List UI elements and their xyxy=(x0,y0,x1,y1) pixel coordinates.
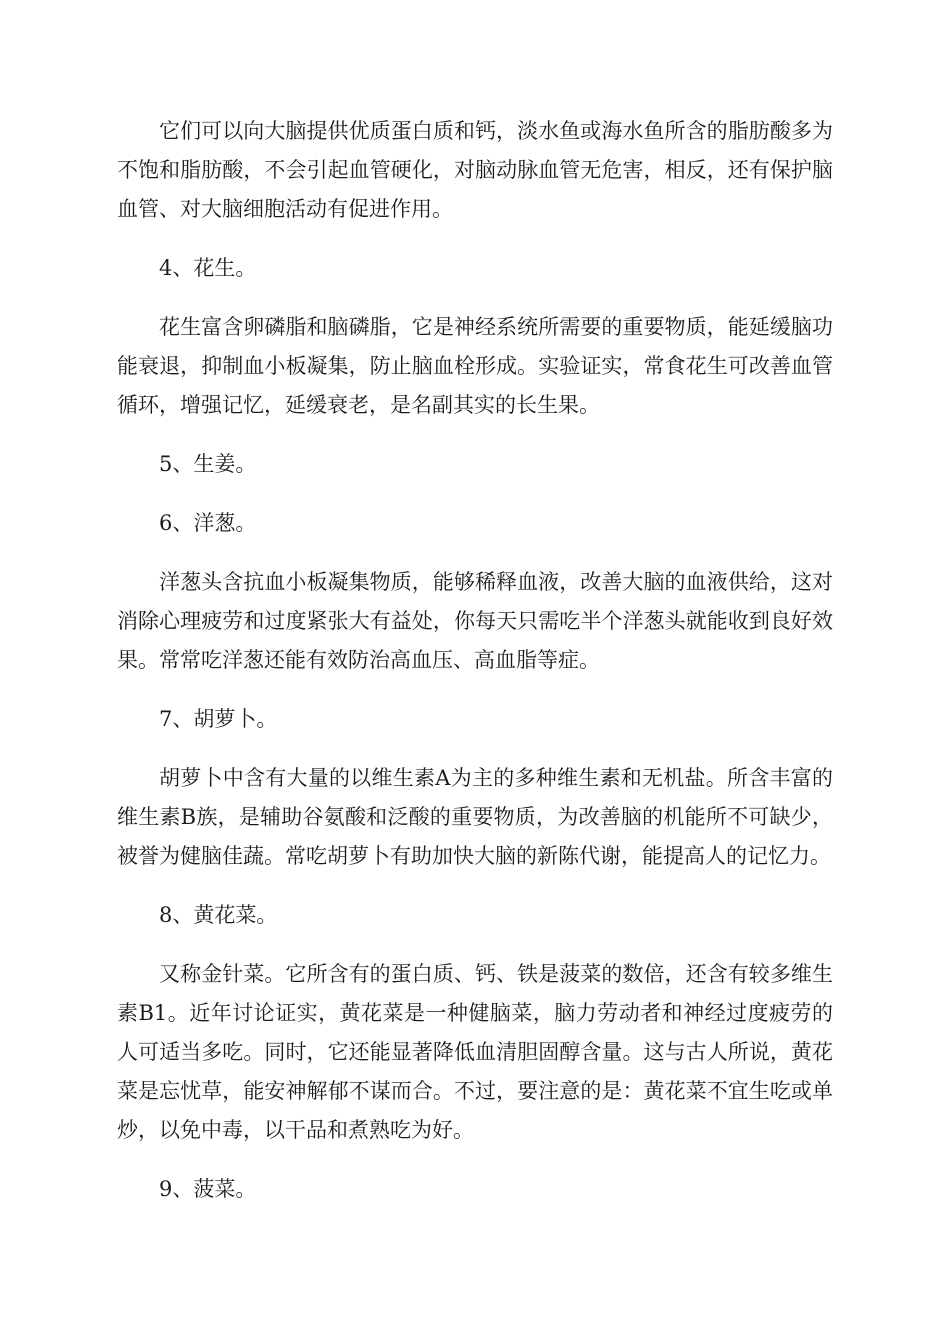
document-body xyxy=(117,112,833,1229)
paragraph-carrot: 胡萝卜中含有大量的以维生素A为主的多种维生素和无机盐。所含丰富的维生素B族，是辅助谷氨酸和泛酸的重要物质，为改善脑的机能所不可缺少，被誉为健脑佳蔬。常吃胡萝卜有助加快大脑的新陈代谢，能提高人的记忆力。 xyxy=(117,766,833,868)
heading-daylily: 8、黄花菜。 xyxy=(159,903,278,927)
paragraph-peanut: 花生富含卵磷脂和脑磷脂，它是神经系统所需要的重要物质，能延缓脑功能衰退，抑制血小板凝集，防止脑血栓形成。实验证实，常食花生可改善血管循环，增强记忆，延缓衰老，是名副其实的长生果。 xyxy=(117,315,833,417)
heading-carrot: 7、胡萝卜。 xyxy=(159,707,278,731)
paragraph-fish-benefits: 它们可以向大脑提供优质蛋白质和钙，淡水鱼或海水鱼所含的脂肪酸多为不饱和脂肪酸，不会引起血管硬化，对脑动脉血管无危害，相反，还有保护脑血管、对大脑细胞活动有促进作用。 xyxy=(117,119,833,221)
heading-onion: 6、洋葱。 xyxy=(159,511,257,535)
heading-spinach: 9、菠菜。 xyxy=(159,1177,257,1201)
paragraph-daylily: 又称金针菜。它所含有的蛋白质、钙、铁是菠菜的数倍，还含有较多维生素B1。近年讨论证实，黄花菜是一种健脑菜，脑力劳动者和神经过度疲劳的人可适当多吃。同时，它还能显著降低血清胆固醇含量。这与古人所说，黄花菜是忘忧草，能安神解郁不谋而合。不过，要注意的是：黄花菜不宜生吃或单炒，以免中毒，以干品和煮熟吃为好。 xyxy=(117,962,833,1142)
heading-ginger: 5、生姜。 xyxy=(159,452,257,476)
heading-peanut: 4、花生。 xyxy=(159,256,257,280)
paragraph-onion: 洋葱头含抗血小板凝集物质，能够稀释血液，改善大脑的血液供给，这对消除心理疲劳和过度紧张大有益处，你每天只需吃半个洋葱头就能收到良好效果。常常吃洋葱还能有效防治高血压、高血脂等症。 xyxy=(117,570,833,672)
